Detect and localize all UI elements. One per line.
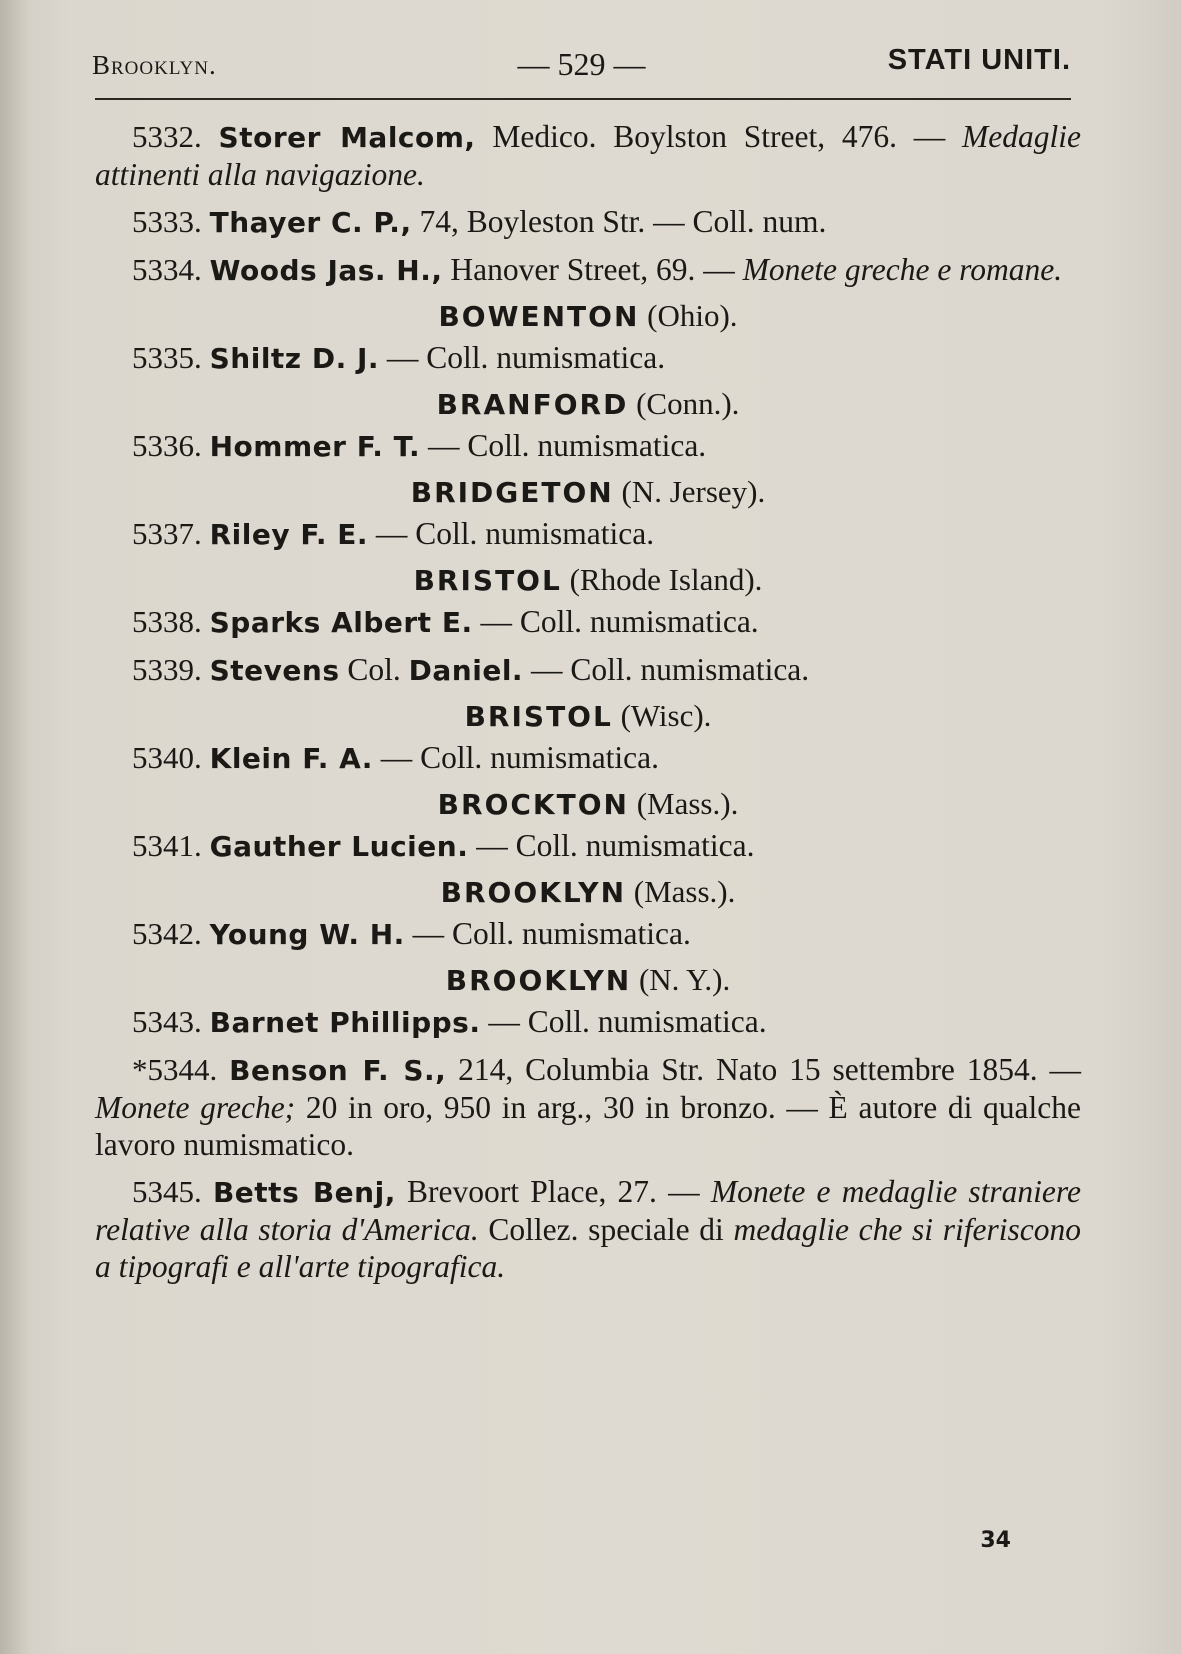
entry-text: — Coll. numismatica. bbox=[368, 516, 655, 551]
entry-text: Medico. Boylston Street, 476. — bbox=[475, 119, 946, 154]
entry-name: Woods Jas. H., bbox=[209, 254, 443, 287]
header-section: Brooklyn. bbox=[92, 50, 217, 80]
city-region: (Rhode Island). bbox=[569, 562, 763, 597]
entry-italic: Medaglie attinenti alla navigazione. bbox=[95, 119, 1082, 192]
entry-number: 5340. bbox=[132, 740, 202, 775]
entry-name: Betts Benj, bbox=[212, 1176, 396, 1209]
entry-5335 bbox=[95, 339, 1081, 377]
entry-number: *5344. bbox=[132, 1052, 218, 1087]
entry-5339 bbox=[95, 651, 1081, 689]
entry-name: Barnet Phillipps. bbox=[209, 1006, 481, 1039]
city-region: (Mass.). bbox=[633, 874, 736, 909]
entry-number: 5338. bbox=[132, 604, 202, 639]
entry-number: 5333. bbox=[132, 204, 202, 239]
header-rule bbox=[95, 98, 1071, 100]
entry-name: Sparks Albert E. bbox=[209, 606, 473, 639]
city-region: (Ohio). bbox=[647, 298, 738, 333]
city-heading-bristol-ri bbox=[95, 561, 1081, 599]
entry-text: — Coll. numismatica. bbox=[472, 604, 759, 639]
page-number: — 529 — bbox=[517, 46, 646, 82]
entry-name: Daniel. bbox=[408, 654, 524, 687]
city-region: (N. Y.). bbox=[638, 962, 731, 997]
city-region: (Conn.). bbox=[636, 386, 740, 421]
entry-name: Benson F. S., bbox=[229, 1054, 447, 1087]
entry-5333 bbox=[95, 203, 1081, 241]
entry-name: Gauther Lucien. bbox=[209, 830, 469, 863]
entry-title: Col. bbox=[339, 652, 409, 687]
city-name: BRISTOL bbox=[413, 564, 562, 597]
entry-number: 5335. bbox=[132, 340, 202, 375]
entry-name: Klein F. A. bbox=[209, 742, 373, 775]
city-region: (Mass.). bbox=[636, 786, 739, 821]
city-heading-branford bbox=[95, 385, 1081, 423]
city-heading-brooklyn-ny bbox=[95, 961, 1081, 999]
city-heading-bristol-wi bbox=[95, 697, 1081, 735]
city-region: (Wisc). bbox=[620, 698, 712, 733]
entry-5343 bbox=[95, 1003, 1081, 1041]
entry-text: — Coll. numismatica. bbox=[420, 428, 707, 463]
entry-italic: Monete greche; bbox=[95, 1090, 296, 1125]
entry-number: 5337. bbox=[132, 516, 202, 551]
header-country: STATI UNITI. bbox=[887, 44, 1071, 76]
entry-name: Young W. H. bbox=[209, 918, 405, 951]
entry-5336 bbox=[95, 427, 1081, 465]
running-header bbox=[92, 44, 1071, 94]
entry-5344 bbox=[95, 1051, 1081, 1163]
city-heading-brockton bbox=[95, 785, 1081, 823]
entry-name: Hommer F. T. bbox=[209, 430, 421, 463]
entry-italic: Monete greche e romane. bbox=[742, 252, 1063, 287]
entry-text: — Coll. numismatica. bbox=[379, 340, 666, 375]
entry-text: — Coll. numismatica. bbox=[480, 1004, 767, 1039]
entry-text: — Coll. numismatica. bbox=[523, 652, 810, 687]
entry-name: Thayer C. P., bbox=[209, 206, 412, 239]
entry-5345 bbox=[95, 1173, 1081, 1285]
entry-text: — Coll. numismatica. bbox=[468, 828, 755, 863]
entry-text: Hanover Street, 69. — bbox=[442, 252, 735, 287]
entry-text: 20 in oro, 950 in arg., 30 in bronzo. — È autore di qualche lavoro numismatico. bbox=[95, 1090, 1081, 1162]
entry-text: — Coll. numismatica. bbox=[404, 916, 691, 951]
entry-5332 bbox=[95, 118, 1081, 193]
city-name: BROOKLYN bbox=[445, 964, 632, 997]
entry-number: 5332. bbox=[132, 119, 202, 154]
entry-text: — Coll. numismatica. bbox=[372, 740, 660, 775]
city-name: BRANFORD bbox=[436, 388, 629, 421]
entry-5338 bbox=[95, 603, 1081, 641]
entry-5340 bbox=[95, 739, 1081, 777]
entry-italic: Monete e medaglie straniere relative alla storia d'America. bbox=[95, 1174, 1081, 1247]
entry-5334 bbox=[95, 251, 1081, 289]
entry-number: 5336. bbox=[132, 428, 202, 463]
entry-name: Riley F. E. bbox=[209, 518, 369, 551]
entry-name: Storer Malcom, bbox=[218, 121, 476, 154]
city-heading-bridgeton bbox=[95, 473, 1081, 511]
entry-italic: medaglie che si riferiscono a tipografi e all'arte tipografica. bbox=[95, 1212, 1081, 1284]
entry-text: 74, Boyleston Str. — Coll. num. bbox=[411, 204, 827, 239]
entry-5341 bbox=[95, 827, 1081, 865]
city-name: BRISTOL bbox=[464, 700, 613, 733]
city-name: BOWENTON bbox=[438, 300, 640, 333]
entry-name: Stevens bbox=[209, 654, 340, 687]
city-heading-bowenton bbox=[95, 297, 1081, 335]
signature-mark: 34 bbox=[980, 1528, 1011, 1553]
entry-number: 5334. bbox=[132, 252, 202, 287]
entry-number: 5339. bbox=[132, 652, 202, 687]
city-heading-brooklyn-ma bbox=[95, 873, 1081, 911]
entry-name: Shiltz D. J. bbox=[209, 342, 380, 375]
entry-number: 5341. bbox=[132, 828, 202, 863]
entry-text: Brevoort Place, 27. — bbox=[395, 1174, 711, 1209]
entry-text: Collez. speciale di bbox=[478, 1212, 734, 1247]
city-region: (N. Jersey). bbox=[621, 474, 766, 509]
city-name: BRIDGETON bbox=[410, 476, 614, 509]
entry-number: 5343. bbox=[132, 1004, 202, 1039]
city-name: BROCKTON bbox=[437, 788, 629, 821]
entry-5337 bbox=[95, 515, 1081, 553]
page-body bbox=[95, 118, 1081, 1285]
entry-number: 5345. bbox=[132, 1174, 202, 1209]
entry-number: 5342. bbox=[132, 916, 202, 951]
entry-text: 214, Columbia Str. Nato 15 settembre 1854. — bbox=[446, 1052, 1082, 1087]
entry-5342 bbox=[95, 915, 1081, 953]
city-name: BROOKLYN bbox=[440, 876, 627, 909]
